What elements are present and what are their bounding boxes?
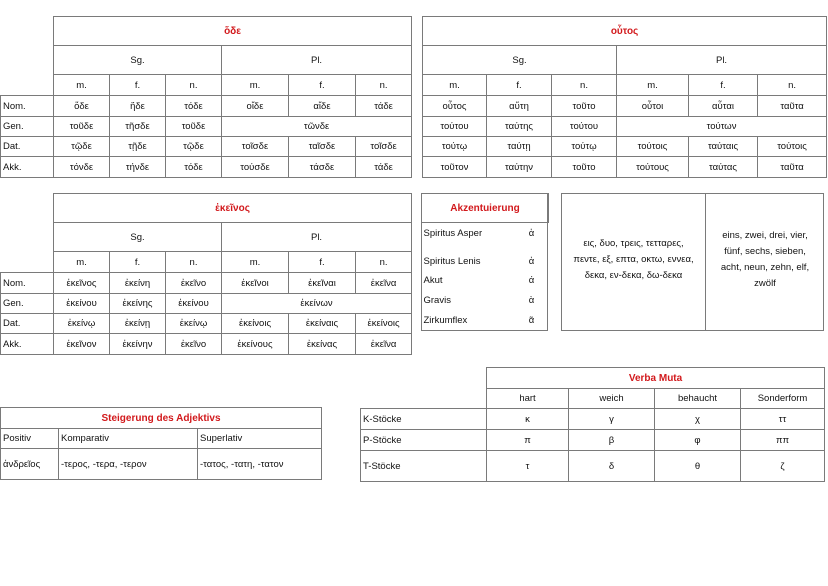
table-cell: ἐκείνοις (356, 314, 412, 334)
table-cell: αὗται (689, 96, 758, 117)
houtos-pl-header: Pl. (617, 46, 827, 75)
gender-header: f. (110, 75, 166, 96)
table-cell: τοῦτο (552, 96, 617, 117)
gender-header: f. (487, 75, 552, 96)
table-cell: ὅδε (54, 96, 110, 117)
case-label: Nom. (1, 273, 54, 294)
table-cell: τάδε (356, 96, 412, 117)
ekeinos-sg-header: Sg. (54, 223, 222, 252)
table-cell: ταῦτα (758, 96, 827, 117)
list-item (422, 291, 549, 311)
case-label: Akk. (1, 334, 54, 355)
table-cell: τούτου (423, 117, 487, 137)
table-row (1, 137, 412, 157)
numbers-german-line: acht, neun, zehn, elf, (720, 262, 810, 273)
verba-muta-table (360, 367, 825, 482)
table-cell: κ (487, 409, 569, 430)
table-cell: ἐκείνῃ (110, 314, 166, 334)
table-cell: ἐκεῖνο (166, 334, 222, 355)
table-cell: ἐκεῖνος (54, 273, 110, 294)
table-cell: π (487, 430, 569, 451)
numbers-german-line: fünf, sechs, sieben, (724, 246, 806, 257)
adj-header: Superlativ (198, 429, 322, 449)
table-cell: ἐκείνης (110, 294, 166, 314)
table-row (423, 117, 827, 137)
table-cell: ἐκεῖνον (54, 334, 110, 355)
ekeinos-table (0, 193, 412, 355)
verba-header: Sonderform (741, 389, 825, 409)
table-cell: ταύτης (487, 117, 552, 137)
table-cell: ἐκείναις (289, 314, 356, 334)
table-cell: ἥδε (110, 96, 166, 117)
table-cell: ταύτῃ (487, 137, 552, 157)
houtos-title: οὗτος (423, 17, 827, 46)
case-label: Dat. (1, 137, 54, 157)
table-cell: τοῦδε (54, 117, 110, 137)
gender-header: f. (110, 252, 166, 273)
numbers-german-line: eins, zwei, drei, vier, (722, 230, 808, 241)
gender-header: n. (166, 75, 222, 96)
table-cell: τῷδε (54, 137, 110, 157)
numbers-german-line: zwölf (754, 278, 776, 289)
table-cell: ἐκεῖνο (166, 273, 222, 294)
table-row (1, 314, 412, 334)
table-cell: τόδε (166, 157, 222, 178)
numbers-german (706, 228, 824, 292)
table-cell: ἐκεῖνοι (222, 273, 289, 294)
table-row (1, 449, 322, 480)
table-cell: τούτου (552, 117, 617, 137)
table-cell: ἐκείνου (166, 294, 222, 314)
accent-name: Gravis (423, 295, 451, 306)
gender-header: m. (617, 75, 689, 96)
table-cell: τάδε (356, 157, 412, 178)
table-cell: τούτους (617, 157, 689, 178)
table-cell: αὕτη (487, 96, 552, 117)
case-label: Akk. (1, 157, 54, 178)
hode-corner (1, 17, 54, 46)
numbers-greek-line: εις, δυο, τρεις, τετταρες, (583, 238, 684, 249)
table-cell: οὗτος (423, 96, 487, 117)
table-cell: τ (487, 451, 569, 482)
accent-sign: ἀ (528, 255, 535, 267)
table-cell: τῆσδε (110, 117, 166, 137)
table-cell: θ (655, 451, 741, 482)
hode-sg-header: Sg. (54, 46, 222, 75)
table-row (1, 294, 412, 314)
gender-header: f. (689, 75, 758, 96)
adj-header: Komparativ (59, 429, 198, 449)
table-cell: τούτῳ (423, 137, 487, 157)
verba-row-label: K-Stöcke (361, 409, 487, 430)
table-cell: φ (655, 430, 741, 451)
table-cell: τόνδε (54, 157, 110, 178)
numbers-greek (562, 236, 705, 284)
verba-header: hart (487, 389, 569, 409)
table-row (1, 157, 412, 178)
table-row (1, 334, 412, 355)
table-cell: χ (655, 409, 741, 430)
table-row (423, 96, 827, 117)
accent-sign: ᾶ (528, 315, 535, 326)
list-item (422, 223, 549, 244)
table-cell: τοῖσδε (356, 137, 412, 157)
hode-table (0, 16, 412, 178)
table-cell: ἐκείνῳ (54, 314, 110, 334)
table-row (423, 157, 827, 178)
table-cell: ταῦτα (758, 157, 827, 178)
table-cell: ππ (741, 430, 825, 451)
table-cell: ταύτας (689, 157, 758, 178)
table-cell: τοῦδε (166, 117, 222, 137)
accent-name: Akut (423, 274, 443, 286)
table-row (1, 96, 412, 117)
table-cell: ἐκεῖνα (356, 334, 412, 355)
case-label: Gen. (1, 294, 54, 314)
table-cell: ταύτην (487, 157, 552, 178)
gender-header: m. (54, 252, 110, 273)
adj-title: Steigerung des Adjektivs (1, 408, 322, 429)
gender-header: m. (423, 75, 487, 96)
table-cell: ἐκείνοις (222, 314, 289, 334)
table-row (1, 117, 412, 137)
verba-header: weich (569, 389, 655, 409)
accent-sign: ἁ (528, 227, 535, 239)
table-cell: οἵδε (222, 96, 289, 117)
table-cell: ἐκείνη (110, 273, 166, 294)
table-cell: τοῦτον (423, 157, 487, 178)
gender-header: f. (289, 252, 356, 273)
accent-name: Zirkumflex (423, 315, 468, 326)
accent-name: Spiritus Lenis (423, 255, 481, 267)
verba-header: behaucht (655, 389, 741, 409)
numbers-greek-line: πεντε, εξ, επτα, οκτω, εννεα, (573, 254, 694, 265)
hode-title: ὅδε (54, 17, 412, 46)
case-label: Gen. (1, 117, 54, 137)
accent-sign: ὰ (528, 295, 535, 306)
gender-header: m. (222, 75, 289, 96)
table-cell: τούτῳ (552, 137, 617, 157)
table-cell: -τερος, -τερα, -τερον (59, 449, 198, 480)
verba-row-label: T-Stöcke (361, 451, 487, 482)
table-cell: ἐκείνας (289, 334, 356, 355)
table-row (1, 273, 412, 294)
table-cell: δ (569, 451, 655, 482)
gender-header: n. (356, 252, 412, 273)
list-item (422, 270, 549, 291)
gender-header: n. (166, 252, 222, 273)
gender-header: n. (552, 75, 617, 96)
accent-sign: ά (528, 274, 535, 286)
table-cell-merged: ἐκείνων (222, 294, 412, 314)
verba-row-label: P-Stöcke (361, 430, 487, 451)
table-cell-merged: τῶνδε (222, 117, 412, 137)
table-row (361, 451, 825, 482)
table-cell: γ (569, 409, 655, 430)
gender-header: m. (222, 252, 289, 273)
table-cell: τῷδε (166, 137, 222, 157)
table-row (361, 409, 825, 430)
verba-title: Verba Muta (487, 368, 825, 389)
gender-header: f. (289, 75, 356, 96)
table-cell: ττ (741, 409, 825, 430)
table-cell: τούσδε (222, 157, 289, 178)
table-cell: τόδε (166, 96, 222, 117)
ekeinos-title: ἐκεῖνος (54, 194, 412, 223)
list-item (422, 244, 549, 270)
houtos-table (422, 16, 827, 178)
hode-pl-header: Pl. (222, 46, 412, 75)
case-label: Dat. (1, 314, 54, 334)
table-cell: τούτοις (617, 137, 689, 157)
table-cell: ἀνδρεῖος (1, 449, 59, 480)
adjective-table (0, 407, 322, 480)
table-cell: -τατος, -τατη, -τατον (198, 449, 322, 480)
adj-header: Positiv (1, 429, 59, 449)
table-cell: ἐκείνῳ (166, 314, 222, 334)
table-cell: αἵδε (289, 96, 356, 117)
table-cell: ἐκείνην (110, 334, 166, 355)
table-cell: ἐκείνου (54, 294, 110, 314)
table-cell-merged: τούτων (617, 117, 827, 137)
table-cell: ἐκεῖναι (289, 273, 356, 294)
table-cell: ταύταις (689, 137, 758, 157)
table-cell: ἐκείνους (222, 334, 289, 355)
accent-title: Akzentuierung (422, 194, 549, 223)
table-cell: β (569, 430, 655, 451)
table-row (423, 137, 827, 157)
table-cell: ἐκεῖνα (356, 273, 412, 294)
list-item (422, 311, 549, 331)
houtos-sg-header: Sg. (423, 46, 617, 75)
case-label: Nom. (1, 96, 54, 117)
table-cell: τούτοις (758, 137, 827, 157)
table-cell: τάσδε (289, 157, 356, 178)
numbers-greek-line: δεκα, εν-δεκα, δω-δεκα (584, 270, 683, 281)
ekeinos-pl-header: Pl. (222, 223, 412, 252)
table-cell: ταῖσδε (289, 137, 356, 157)
gender-header: n. (758, 75, 827, 96)
table-cell: τοῖσδε (222, 137, 289, 157)
table-cell: ζ (741, 451, 825, 482)
table-cell: οὗτοι (617, 96, 689, 117)
table-row (361, 430, 825, 451)
gender-header: m. (54, 75, 110, 96)
accent-table (421, 193, 549, 331)
gender-header: n. (356, 75, 412, 96)
table-cell: τῇδε (110, 137, 166, 157)
table-cell: τοῦτο (552, 157, 617, 178)
accent-name: Spiritus Asper (423, 227, 483, 239)
table-cell: τήνδε (110, 157, 166, 178)
